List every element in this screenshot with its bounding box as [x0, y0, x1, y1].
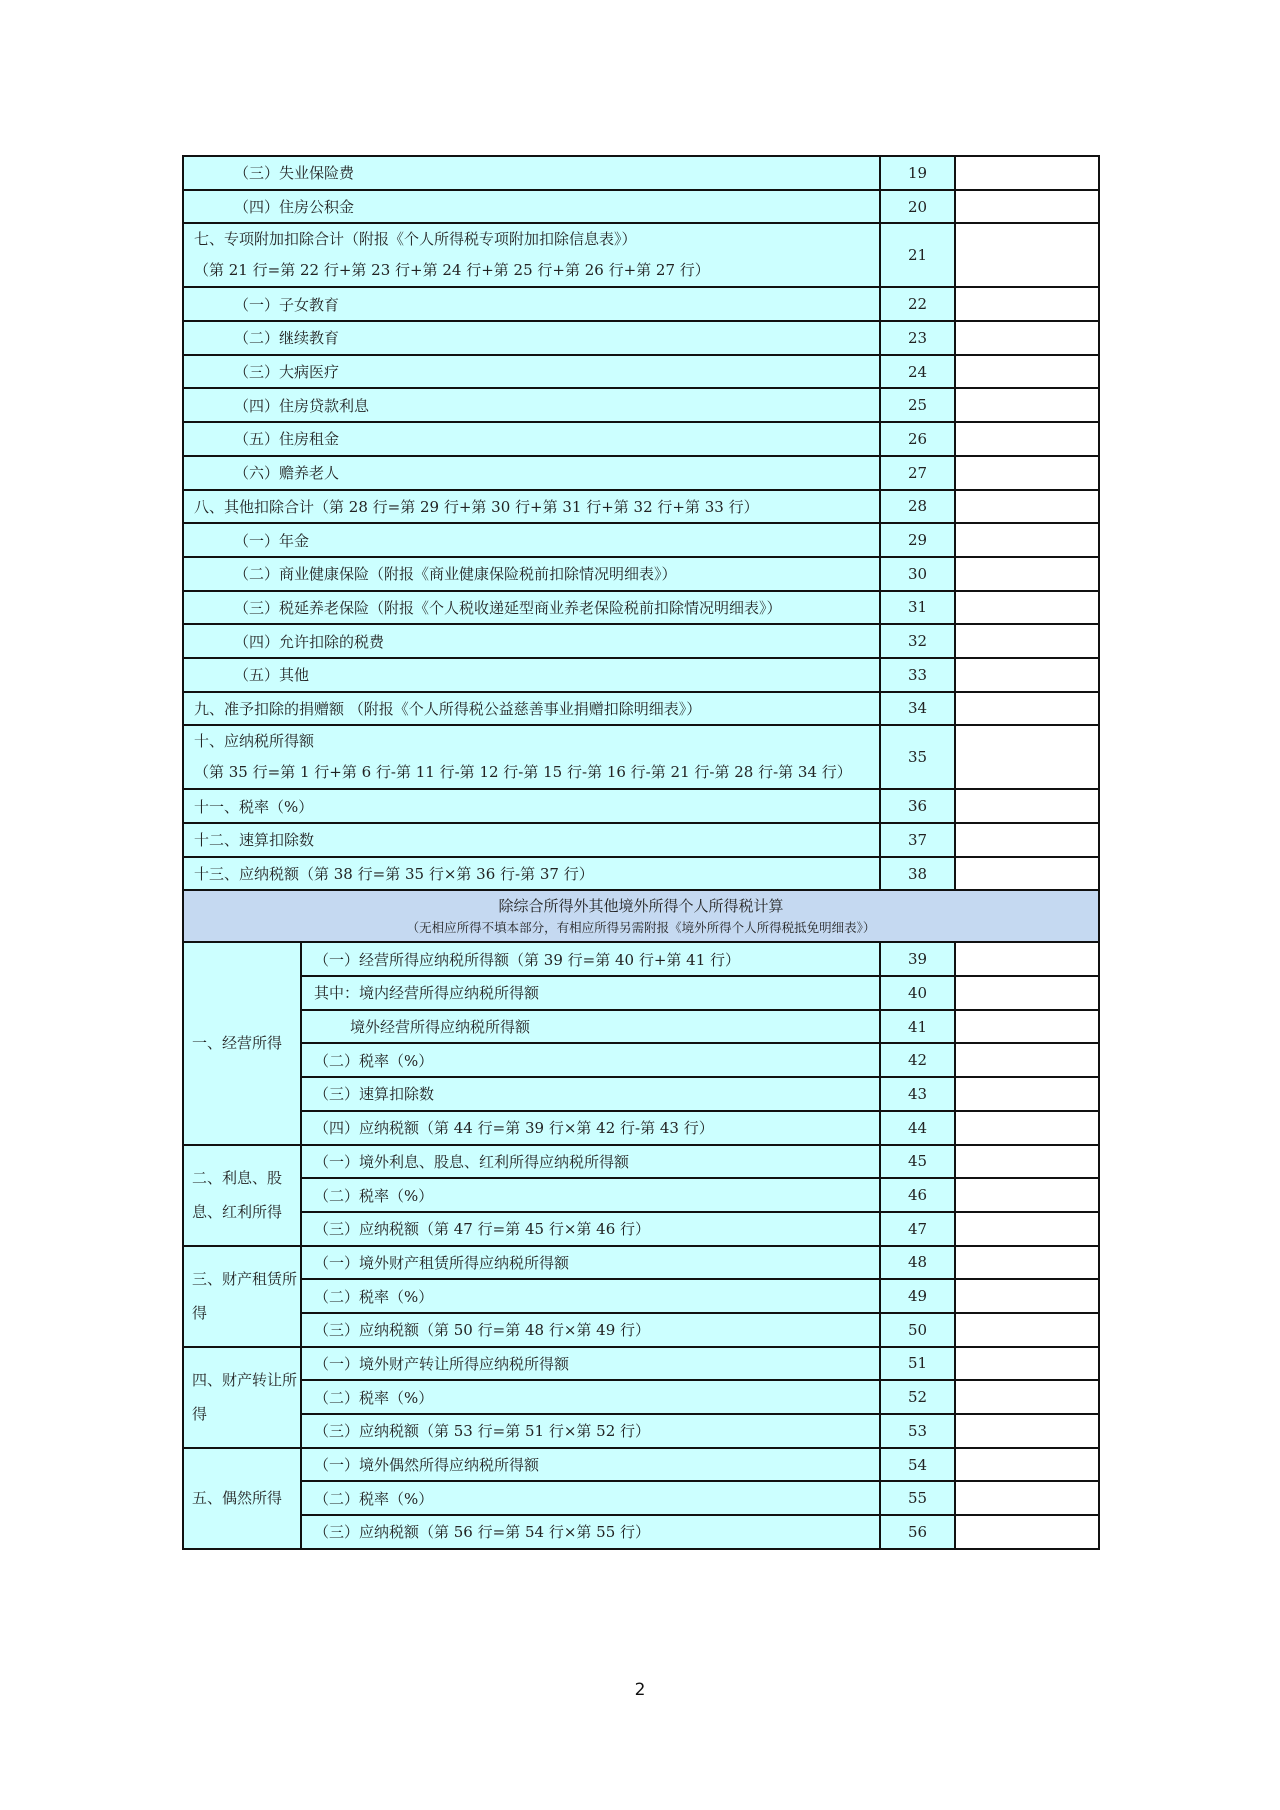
- row-label: 十一、税率（%）: [183, 789, 880, 823]
- row-number: 28: [880, 490, 955, 524]
- table-row: [183, 1178, 1099, 1212]
- table-row: [183, 355, 1099, 389]
- amount-field[interactable]: [955, 523, 1099, 557]
- section-header-row: [183, 890, 1099, 942]
- amount-field[interactable]: [955, 1145, 1099, 1179]
- amount-field[interactable]: [955, 1448, 1099, 1482]
- row-number: 41: [880, 1010, 955, 1044]
- row-label: （一）子女教育: [183, 287, 880, 321]
- row-label: （二）税率（%）: [301, 1043, 880, 1077]
- row-number: 33: [880, 658, 955, 692]
- row-label: （一）境外财产租赁所得应纳税所得额: [301, 1246, 880, 1280]
- row-number: 19: [880, 156, 955, 190]
- section-note: （无相应所得不填本部分，有相应所得另需附报《境外所得个人所得税抵免明细表》）: [406, 920, 876, 936]
- row-label: （三）应纳税额（第 50 行=第 48 行×第 49 行）: [301, 1313, 880, 1347]
- table-row: [183, 156, 1099, 190]
- amount-field[interactable]: [955, 1246, 1099, 1280]
- amount-field[interactable]: [955, 1178, 1099, 1212]
- row-number: 22: [880, 287, 955, 321]
- table-row: [183, 692, 1099, 726]
- table-row: [183, 1246, 1099, 1280]
- row-number: 50: [880, 1313, 955, 1347]
- category-label: 四、财产转让所得: [183, 1347, 301, 1448]
- row-label: （四）应纳税额（第 44 行=第 39 行×第 42 行-第 43 行）: [301, 1111, 880, 1145]
- category-label: 一、经营所得: [183, 942, 301, 1144]
- page-number: 2: [634, 1680, 646, 1700]
- table-row: [183, 1347, 1099, 1381]
- row-number: 29: [880, 523, 955, 557]
- table-row: [183, 388, 1099, 422]
- row-number: 54: [880, 1448, 955, 1482]
- row-label: [183, 223, 880, 287]
- amount-field[interactable]: [955, 789, 1099, 823]
- row-label: （二）税率（%）: [301, 1380, 880, 1414]
- amount-field[interactable]: [955, 1043, 1099, 1077]
- row-label: （四）允许扣除的税费: [183, 624, 880, 658]
- row-formula: （第 21 行=第 22 行+第 23 行+第 24 行+第 25 行+第 26 行+第 27 行）: [194, 261, 710, 280]
- table-row: [183, 1313, 1099, 1347]
- amount-field[interactable]: [955, 1347, 1099, 1381]
- row-label: （五）其他: [183, 658, 880, 692]
- row-number: 56: [880, 1515, 955, 1549]
- amount-field[interactable]: [955, 1380, 1099, 1414]
- amount-field[interactable]: [955, 1010, 1099, 1044]
- row-number: 21: [880, 223, 955, 287]
- amount-field[interactable]: [955, 557, 1099, 591]
- row-number: 23: [880, 321, 955, 355]
- row-number: 26: [880, 422, 955, 456]
- row-number: 55: [880, 1481, 955, 1515]
- row-number: 43: [880, 1077, 955, 1111]
- table-row: [183, 857, 1099, 891]
- table-row: [183, 1111, 1099, 1145]
- row-label: （三）应纳税额（第 53 行=第 51 行×第 52 行）: [301, 1414, 880, 1448]
- row-number: 20: [880, 190, 955, 224]
- amount-field[interactable]: [955, 692, 1099, 726]
- table-row: [183, 557, 1099, 591]
- table-row: [183, 823, 1099, 857]
- row-label: （一）年金: [183, 523, 880, 557]
- section-header: [183, 890, 1099, 942]
- amount-field[interactable]: [955, 591, 1099, 625]
- row-number: 24: [880, 355, 955, 389]
- row-number: 52: [880, 1380, 955, 1414]
- table-row: [183, 1010, 1099, 1044]
- row-number: 39: [880, 942, 955, 976]
- row-number: 51: [880, 1347, 955, 1381]
- category-label: 二、利息、股息、红利所得: [183, 1145, 301, 1246]
- row-label: 境外经营所得应纳税所得额: [301, 1010, 880, 1044]
- table-row: [183, 523, 1099, 557]
- amount-field[interactable]: [955, 1111, 1099, 1145]
- amount-field[interactable]: [955, 355, 1099, 389]
- row-label: （三）失业保险费: [183, 156, 880, 190]
- row-label: 八、其他扣除合计（第 28 行=第 29 行+第 30 行+第 31 行+第 32 行+第 33 行）: [183, 490, 880, 524]
- amount-field[interactable]: [955, 321, 1099, 355]
- row-number: 45: [880, 1145, 955, 1179]
- table-row: [183, 422, 1099, 456]
- row-number: 49: [880, 1279, 955, 1313]
- category-label: 三、财产租赁所得: [183, 1246, 301, 1347]
- amount-field[interactable]: [955, 658, 1099, 692]
- table-row: [183, 1380, 1099, 1414]
- table-row: [183, 456, 1099, 490]
- amount-field[interactable]: [955, 456, 1099, 490]
- row-number: 44: [880, 1111, 955, 1145]
- table-row: [183, 1145, 1099, 1179]
- row-label: （一）经营所得应纳税所得额（第 39 行=第 40 行+第 41 行）: [301, 942, 880, 976]
- amount-field[interactable]: [955, 190, 1099, 224]
- row-label: 其中：境内经营所得应纳税所得额: [301, 976, 880, 1010]
- table-row: [183, 658, 1099, 692]
- row-label: 十二、速算扣除数: [183, 823, 880, 857]
- row-label: （三）大病医疗: [183, 355, 880, 389]
- section-title: 除综合所得外其他境外所得个人所得税计算: [498, 897, 784, 916]
- table-row: [183, 591, 1099, 625]
- row-label: （二）税率（%）: [301, 1279, 880, 1313]
- amount-field[interactable]: [955, 976, 1099, 1010]
- row-number: 48: [880, 1246, 955, 1280]
- row-label: （二）税率（%）: [301, 1178, 880, 1212]
- table-row: [183, 1515, 1099, 1549]
- table-row: [183, 1279, 1099, 1313]
- table-row: [183, 490, 1099, 524]
- amount-field[interactable]: [955, 1279, 1099, 1313]
- table-row: [183, 976, 1099, 1010]
- amount-field[interactable]: [955, 388, 1099, 422]
- amount-field[interactable]: [955, 725, 1099, 789]
- row-label: （二）继续教育: [183, 321, 880, 355]
- table-row: [183, 1077, 1099, 1111]
- amount-field[interactable]: [955, 1515, 1099, 1549]
- amount-field[interactable]: [955, 942, 1099, 976]
- row-number: 35: [880, 725, 955, 789]
- row-label: （三）应纳税额（第 56 行=第 54 行×第 55 行）: [301, 1515, 880, 1549]
- table-row: [183, 1448, 1099, 1482]
- row-label: 九、准予扣除的捐赠额 （附报《个人所得税公益慈善事业捐赠扣除明细表》）: [183, 692, 880, 726]
- row-label: （五）住房租金: [183, 422, 880, 456]
- table-row: [183, 942, 1099, 976]
- row-label: （一）境外利息、股息、红利所得应纳税所得额: [301, 1145, 880, 1179]
- row-label: （二）商业健康保险（附报《商业健康保险税前扣除情况明细表》）: [183, 557, 880, 591]
- row-label: （四）住房贷款利息: [183, 388, 880, 422]
- amount-field[interactable]: [955, 156, 1099, 190]
- amount-field[interactable]: [955, 223, 1099, 287]
- table-row: [183, 321, 1099, 355]
- row-label: [183, 725, 880, 789]
- row-label: （三）应纳税额（第 47 行=第 45 行×第 46 行）: [301, 1212, 880, 1246]
- tax-form-table: [182, 155, 1100, 1550]
- row-label: （三）速算扣除数: [301, 1077, 880, 1111]
- row-label: （六）赡养老人: [183, 456, 880, 490]
- row-label: （一）境外偶然所得应纳税所得额: [301, 1448, 880, 1482]
- row-label: （三）税延养老保险（附报《个人税收递延型商业养老保险税前扣除情况明细表》）: [183, 591, 880, 625]
- row-number: 32: [880, 624, 955, 658]
- amount-field[interactable]: [955, 823, 1099, 857]
- table-row: [183, 190, 1099, 224]
- table-row: [183, 1414, 1099, 1448]
- row-label-line: 十、应纳税所得额: [194, 732, 315, 751]
- table-row: [183, 725, 1099, 789]
- row-number: 31: [880, 591, 955, 625]
- amount-field[interactable]: [955, 1212, 1099, 1246]
- row-label: （一）境外财产转让所得应纳税所得额: [301, 1347, 880, 1381]
- table-row: [183, 287, 1099, 321]
- table-row: [183, 789, 1099, 823]
- amount-field[interactable]: [955, 857, 1099, 891]
- row-label-line: 七、专项附加扣除合计（附报《个人所得税专项附加扣除信息表》）: [194, 230, 637, 249]
- row-number: 40: [880, 976, 955, 1010]
- amount-field[interactable]: [955, 490, 1099, 524]
- row-number: 25: [880, 388, 955, 422]
- amount-field[interactable]: [955, 422, 1099, 456]
- amount-field[interactable]: [955, 1414, 1099, 1448]
- row-number: 38: [880, 857, 955, 891]
- row-number: 53: [880, 1414, 955, 1448]
- row-number: 46: [880, 1178, 955, 1212]
- amount-field[interactable]: [955, 624, 1099, 658]
- category-label: 五、偶然所得: [183, 1448, 301, 1549]
- table-row: [183, 223, 1099, 287]
- amount-field[interactable]: [955, 1481, 1099, 1515]
- row-number: 27: [880, 456, 955, 490]
- table-row: [183, 1043, 1099, 1077]
- row-number: 30: [880, 557, 955, 591]
- row-label: （二）税率（%）: [301, 1481, 880, 1515]
- table-row: [183, 624, 1099, 658]
- table-row: [183, 1481, 1099, 1515]
- row-label: 十三、应纳税额（第 38 行=第 35 行×第 36 行-第 37 行）: [183, 857, 880, 891]
- row-number: 36: [880, 789, 955, 823]
- row-number: 34: [880, 692, 955, 726]
- table-row: [183, 1212, 1099, 1246]
- row-number: 47: [880, 1212, 955, 1246]
- amount-field[interactable]: [955, 1313, 1099, 1347]
- row-formula: （第 35 行=第 1 行+第 6 行-第 11 行-第 12 行-第 15 行-第 16 行-第 21 行-第 28 行-第 34 行）: [194, 763, 852, 782]
- row-label: （四）住房公积金: [183, 190, 880, 224]
- amount-field[interactable]: [955, 287, 1099, 321]
- row-number: 42: [880, 1043, 955, 1077]
- row-number: 37: [880, 823, 955, 857]
- amount-field[interactable]: [955, 1077, 1099, 1111]
